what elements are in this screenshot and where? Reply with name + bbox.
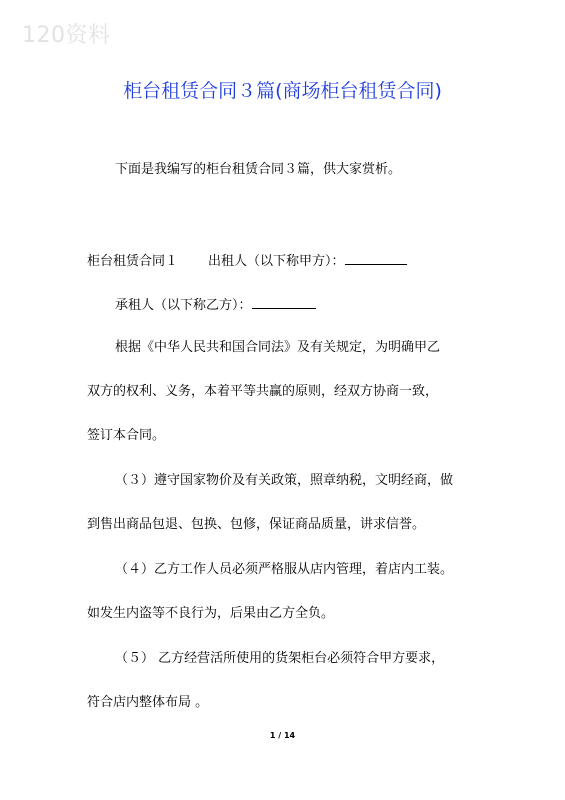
document-title: 柜台租赁合同３篇(商场柜台租赁合同) xyxy=(123,80,442,102)
lessor-blank xyxy=(345,250,407,265)
intro-text: 下面是我编写的柜台租赁合同３篇，供大家赏析。 xyxy=(115,162,402,177)
contract1-heading-line xyxy=(87,250,407,271)
paragraph-line: （４）乙方工作人员必须严格服从店内管理，着店内工装。 xyxy=(115,562,454,577)
paragraph-line: （３）遵守国家物价及有关政策，照章纳税，文明经商，做 xyxy=(115,473,454,488)
paragraph-line: 双方的权利、义务，本着平等共赢的原则，经双方协商一致， xyxy=(87,384,439,399)
lessee-line xyxy=(115,294,316,315)
lessee-label: 承租人（以下称乙方）： xyxy=(115,298,252,313)
watermark: 120资料 xyxy=(22,23,111,48)
lessor-label: 出租人（以下称甲方）： xyxy=(208,254,345,269)
contract1-heading: 柜台租赁合同１ xyxy=(87,254,179,269)
paragraph-line: 根据《中华人民共和国合同法》及有关规定，为明确甲乙 xyxy=(115,340,441,355)
lessee-blank xyxy=(252,294,316,309)
page-number: 1 / 14 xyxy=(269,731,296,740)
paragraph-line: 签订本合同。 xyxy=(87,428,166,443)
paragraph-line: （５） 乙方经营活所使用的货架柜台必须符合甲方要求， xyxy=(115,651,445,666)
paragraph-line: 符合店内整体布局 。 xyxy=(87,695,209,710)
paragraph-line: 如发生内盗等不良行为，后果由乙方全负。 xyxy=(87,606,335,621)
paragraph-line: 到售出商品包退、包换、包修，保证商品质量，讲求信誉。 xyxy=(87,517,426,532)
